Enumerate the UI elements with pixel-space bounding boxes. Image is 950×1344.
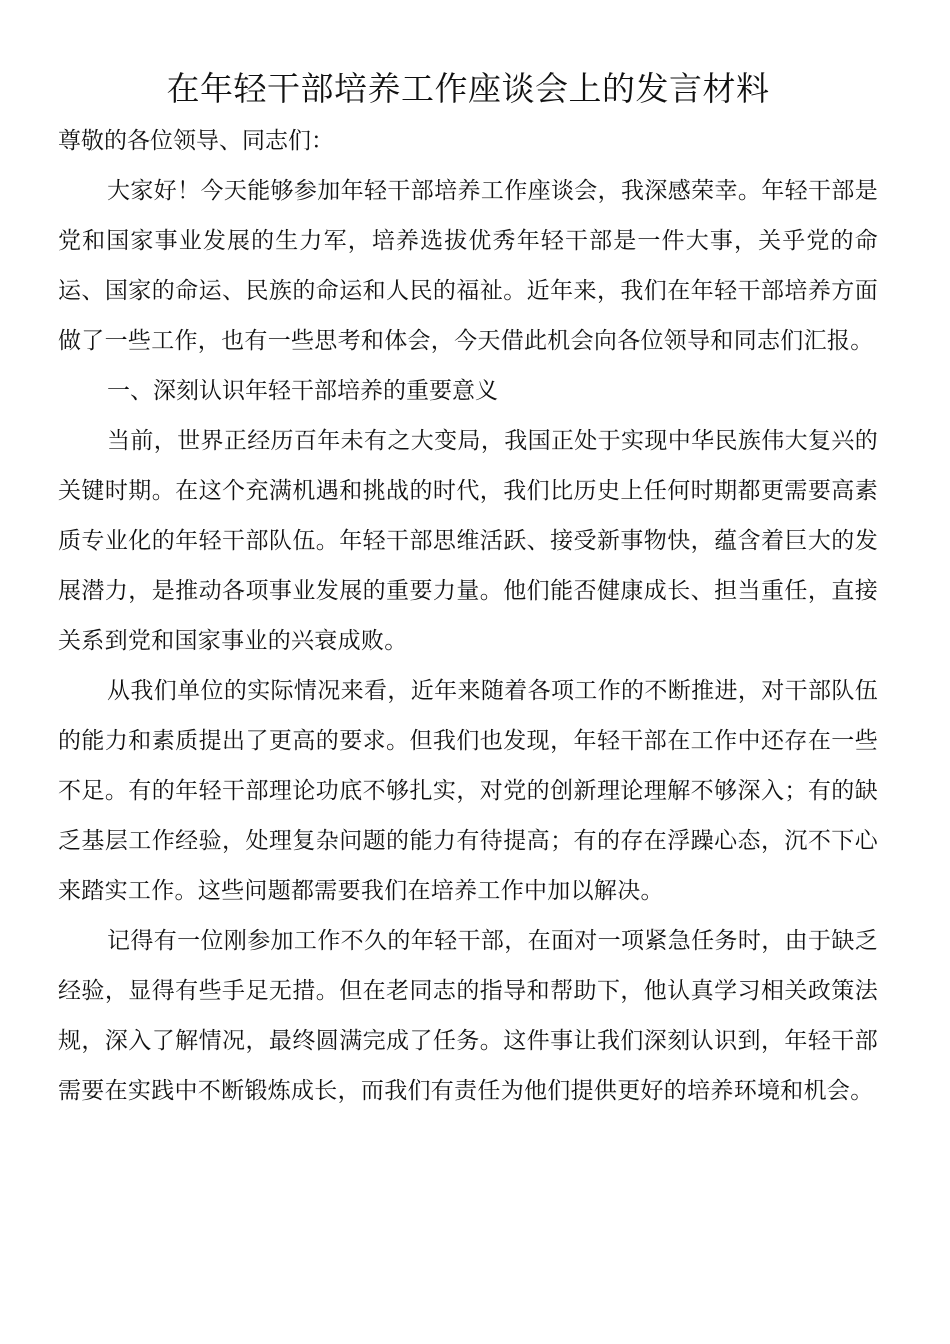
paragraph-example: 记得有一位刚参加工作不久的年轻干部，在面对一项紧急任务时，由于缺乏经验，显得有些手足无措。但在老同志的指导和帮助下，他认真学习相关政策法规，深入了解情况，最终圆满完成了任务。这件事让我们深刻认识到，年轻干部需要在实践中不断锻炼成长，而我们有责任为他们提供更好的培养环境和机会。 xyxy=(58,928,878,1104)
section-heading-1: 一、深刻认识年轻干部培养的重要意义 xyxy=(107,378,498,404)
document-page xyxy=(58,64,878,1116)
document-title: 在年轻干部培养工作座谈会上的发言材料 xyxy=(166,69,770,108)
paragraph-context: 当前，世界正经历百年未有之大变局，我国正处于实现中华民族伟大复兴的关键时期。在这个充满机遇和挑战的时代，我们比历史上任何时期都更需要高素质专业化的年轻干部队伍。年轻干部思维活跃、接受新事物快，蕴含着巨大的发展潜力，是推动各项事业发展的重要力量。他们能否健康成长、担当重任，直接关系到党和国家事业的兴衰成败。 xyxy=(58,428,878,654)
paragraph-greeting: 大家好！今天能够参加年轻干部培养工作座谈会，我深感荣幸。年轻干部是党和国家事业发展的生力军，培养选拔优秀年轻干部是一件大事，关乎党的命运、国家的命运、民族的命运和人民的福祉。近年来，我们在年轻干部培养方面做了一些工作，也有一些思考和体会，今天借此机会向各位领导和同志们汇报。 xyxy=(58,178,878,354)
salutation: 尊敬的各位领导、同志们： xyxy=(58,128,334,154)
paragraph-situation: 从我们单位的实际情况来看，近年来随着各项工作的不断推进，对干部队伍的能力和素质提出了更高的要求。但我们也发现，年轻干部在工作中还存在一些不足。有的年轻干部理论功底不够扎实，对党的创新理论理解不够深入；有的缺乏基层工作经验，处理复杂问题的能力有待提高；有的存在浮躁心态，沉不下心来踏实工作。这些问题都需要我们在培养工作中加以解决。 xyxy=(58,678,878,904)
